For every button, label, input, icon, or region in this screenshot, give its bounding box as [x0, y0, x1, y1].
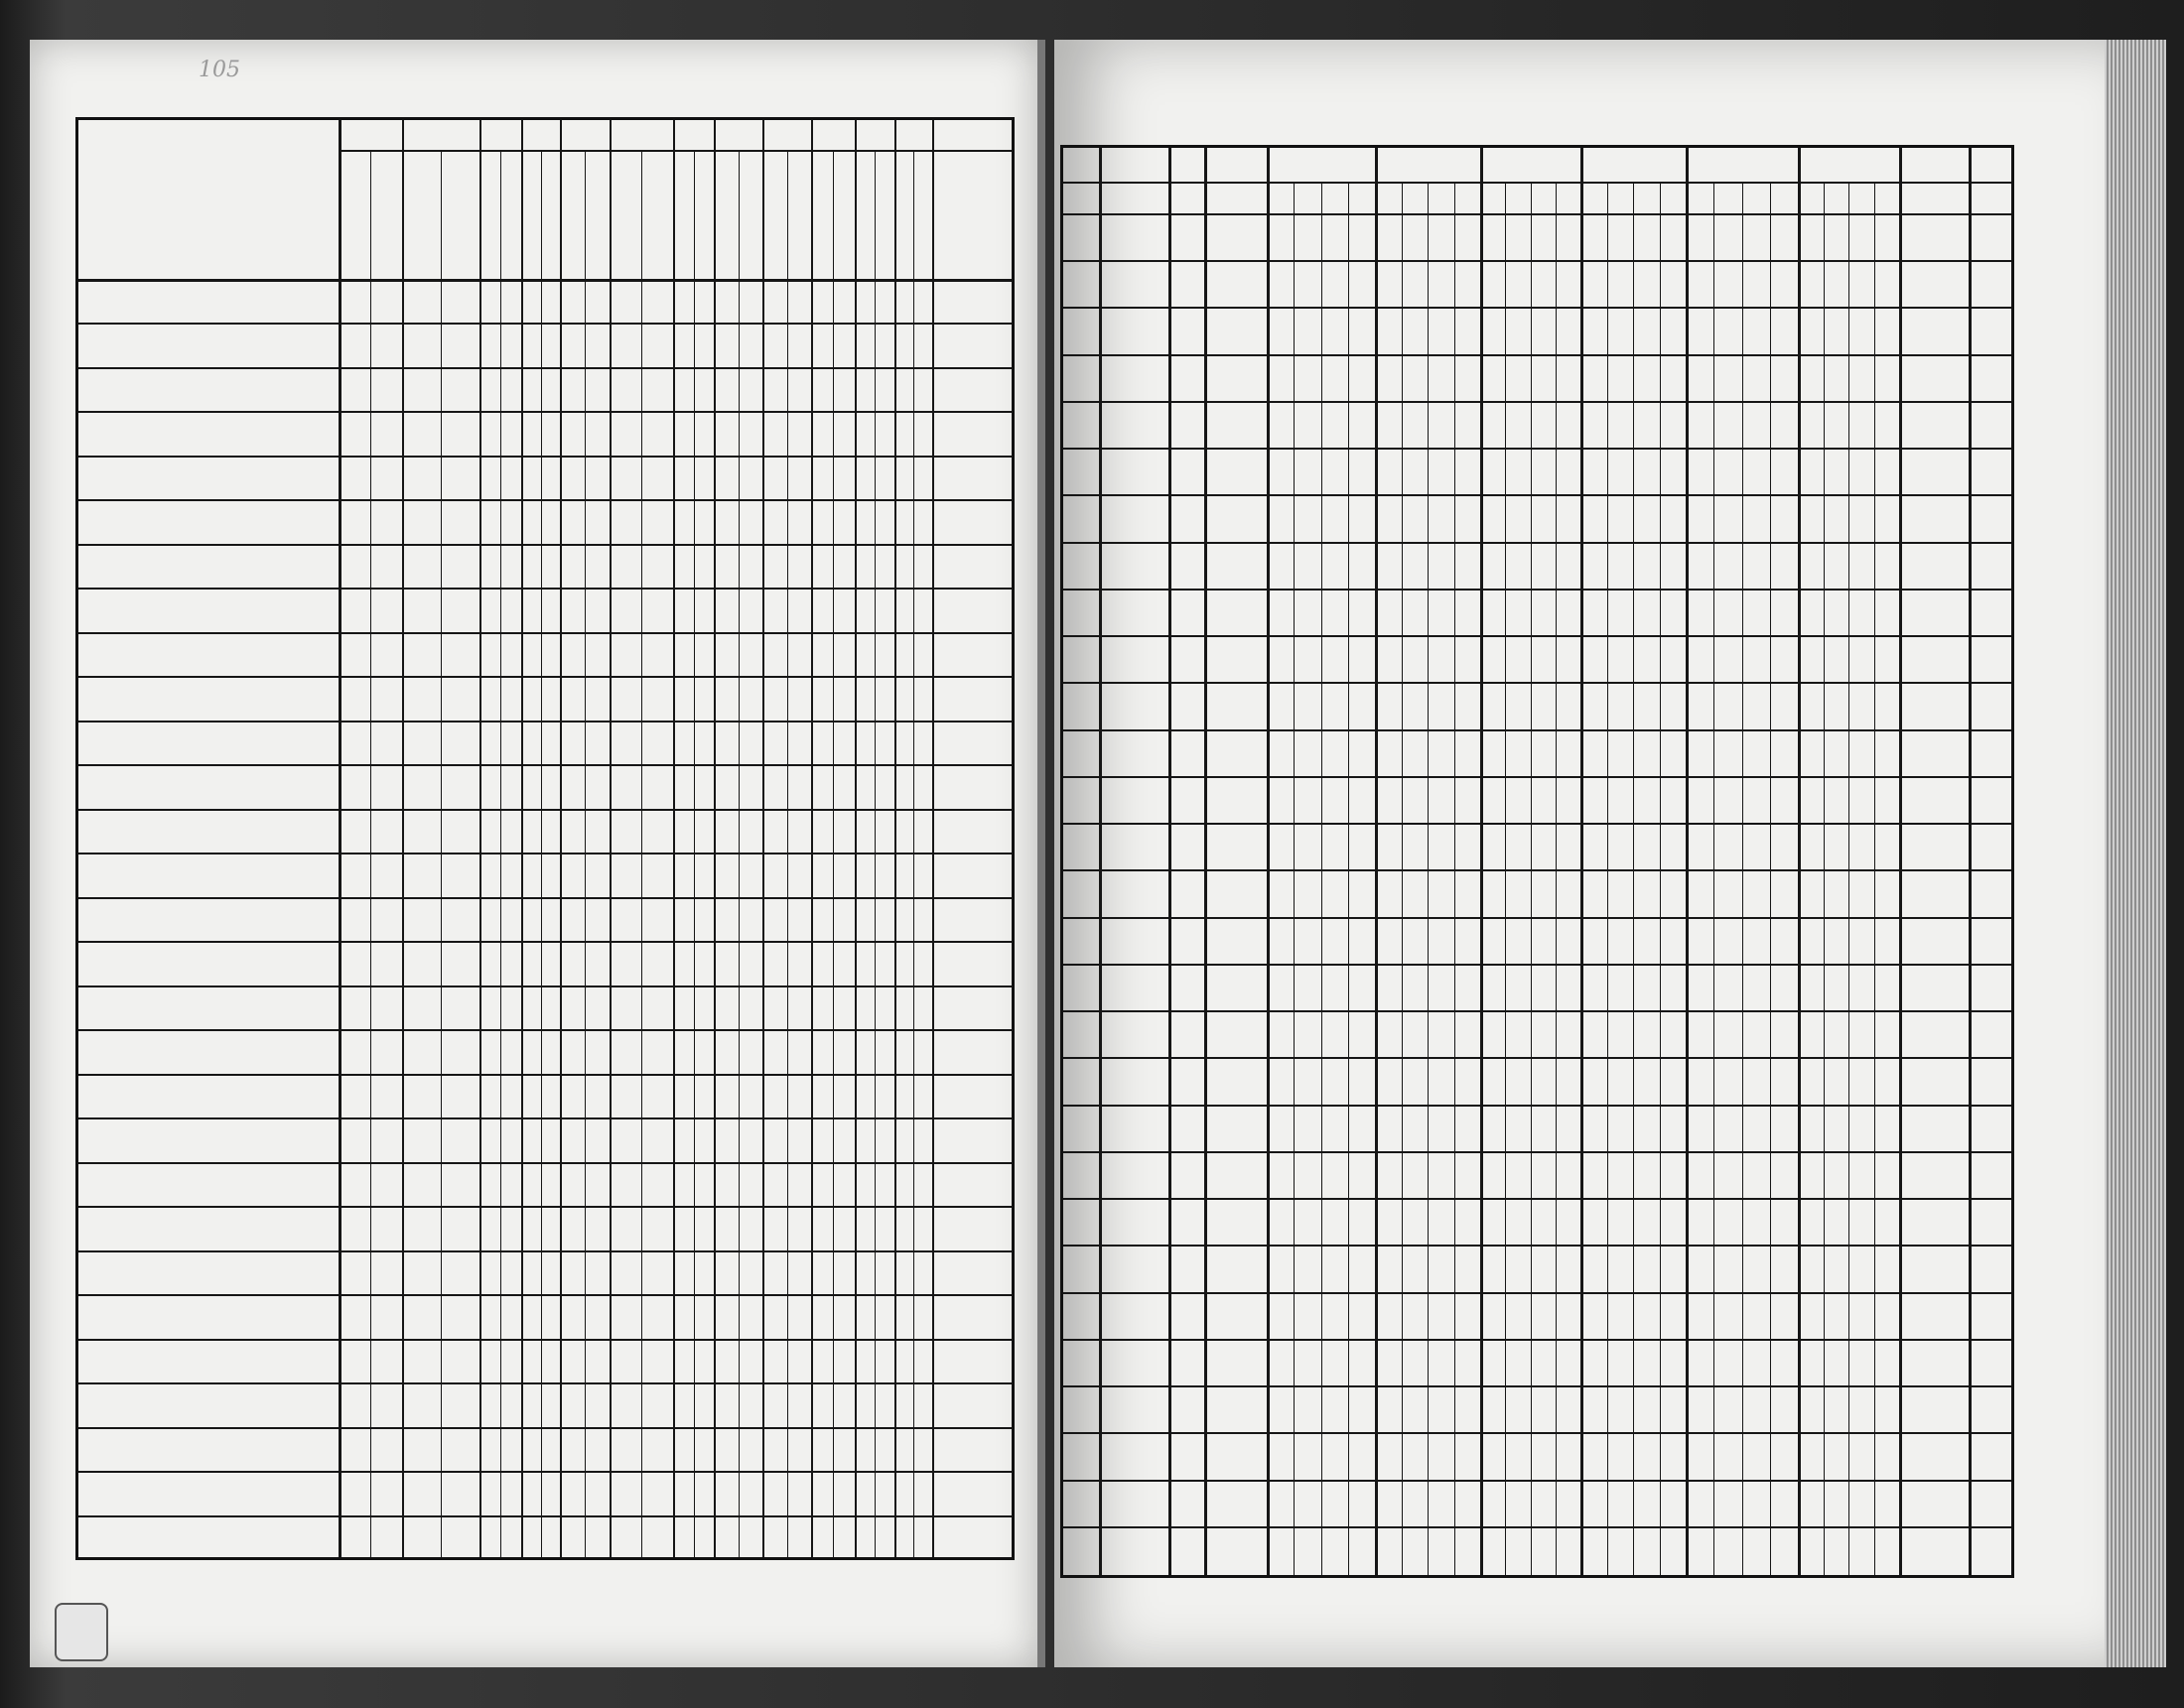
year-subcol-line — [1742, 182, 1743, 1575]
row-line — [1063, 869, 2011, 871]
row-line — [1063, 494, 2011, 496]
col-line — [610, 120, 612, 1557]
col-line — [1204, 148, 1207, 1575]
archive-tab — [55, 1603, 108, 1661]
row-line — [1063, 917, 2011, 919]
row-line — [1063, 260, 2011, 262]
col-line — [560, 120, 562, 1557]
year-subcol-line — [1321, 182, 1322, 1575]
col-line — [932, 120, 934, 1557]
row-line — [1063, 1105, 2011, 1107]
col-line — [1899, 148, 1902, 1575]
row-line — [1063, 1198, 2011, 1200]
year-subcol-line — [1556, 182, 1557, 1575]
folio-number: 105 — [199, 58, 240, 82]
row-line — [1063, 682, 2011, 684]
row-line — [78, 676, 1012, 678]
row-line — [78, 632, 1012, 634]
col-line — [1686, 148, 1689, 1575]
row-line — [78, 588, 1012, 590]
year-subcol-line — [1348, 182, 1349, 1575]
row-line — [78, 1471, 1012, 1473]
row-line — [1063, 964, 2011, 966]
col-line — [402, 120, 404, 1557]
catechetical-table — [75, 117, 1015, 1560]
row-line — [78, 456, 1012, 458]
year-subcol-line — [1824, 182, 1825, 1575]
col-line — [855, 120, 857, 1557]
row-line — [1063, 823, 2011, 825]
row-line — [1063, 589, 2011, 591]
col-line — [714, 120, 716, 1557]
row-line — [1063, 776, 2011, 778]
header-sub-line — [339, 150, 1012, 152]
col-line — [1480, 148, 1483, 1575]
row-line — [78, 941, 1012, 943]
row-line — [78, 764, 1012, 766]
year-subcol-line — [1505, 182, 1506, 1575]
col-line — [1375, 148, 1378, 1575]
row-line — [78, 1162, 1012, 1164]
row-line — [1063, 448, 2011, 450]
year-subcol-line — [1454, 182, 1455, 1575]
year-subcol-line — [1660, 182, 1661, 1575]
row-line — [1063, 1245, 2011, 1247]
row-line — [1063, 1339, 2011, 1341]
row-line — [1063, 354, 2011, 356]
col-line — [1969, 148, 1972, 1575]
row-line — [1063, 729, 2011, 731]
row-line — [78, 1074, 1012, 1076]
year-subcol-line — [1531, 182, 1532, 1575]
page-edges — [2105, 40, 2166, 1667]
row-line — [1063, 1151, 2011, 1153]
row-line — [78, 1339, 1012, 1341]
row-line — [78, 985, 1012, 987]
col-line — [811, 120, 813, 1557]
row-line — [1063, 1010, 2011, 1012]
col-line — [479, 120, 481, 1557]
row-line — [78, 544, 1012, 546]
col-line — [762, 120, 764, 1557]
row-line — [78, 1029, 1012, 1031]
year-subcol-line — [1874, 182, 1875, 1575]
row-line — [78, 1294, 1012, 1296]
row-line — [78, 1382, 1012, 1384]
row-line — [78, 279, 1012, 281]
row-line — [1063, 1526, 2011, 1528]
row-line — [1063, 542, 2011, 544]
col-line — [1580, 148, 1583, 1575]
row-line — [78, 323, 1012, 325]
year-subcol-line — [1633, 182, 1634, 1575]
row-line — [78, 809, 1012, 811]
row-line — [1063, 1057, 2011, 1059]
row-line — [1063, 1292, 2011, 1294]
row-line — [78, 853, 1012, 854]
row-line — [1063, 213, 2011, 215]
year-subcol-line — [1713, 182, 1714, 1575]
year-subcol-line — [1607, 182, 1608, 1575]
year-subcol-line — [1770, 182, 1771, 1575]
row-line — [78, 1206, 1012, 1208]
col-line — [1168, 148, 1171, 1575]
year-subcol-line — [1848, 182, 1849, 1575]
year-subcol-line — [1294, 182, 1295, 1575]
name-col-line — [339, 120, 341, 1557]
col-line — [894, 120, 896, 1557]
vital-records-table — [1060, 145, 2014, 1578]
row-line — [1063, 307, 2011, 309]
row-line — [78, 411, 1012, 413]
row-line — [1063, 635, 2011, 637]
row-line — [78, 1427, 1012, 1429]
col-line — [1798, 148, 1801, 1575]
row-line — [1063, 1385, 2011, 1387]
col-line — [521, 120, 523, 1557]
row-line — [78, 367, 1012, 369]
row-line — [1063, 1480, 2011, 1482]
col-line — [1267, 148, 1270, 1575]
header-line — [1063, 182, 2011, 184]
row-line — [78, 897, 1012, 899]
col-line — [673, 120, 675, 1557]
row-line — [78, 1250, 1012, 1252]
row-line — [1063, 401, 2011, 403]
row-line — [78, 721, 1012, 723]
col-line — [1099, 148, 1102, 1575]
row-line — [78, 1117, 1012, 1119]
row-line — [78, 1515, 1012, 1517]
year-subcol-line — [1428, 182, 1429, 1575]
row-line — [1063, 1432, 2011, 1434]
row-line — [78, 499, 1012, 501]
year-subcol-line — [1402, 182, 1403, 1575]
